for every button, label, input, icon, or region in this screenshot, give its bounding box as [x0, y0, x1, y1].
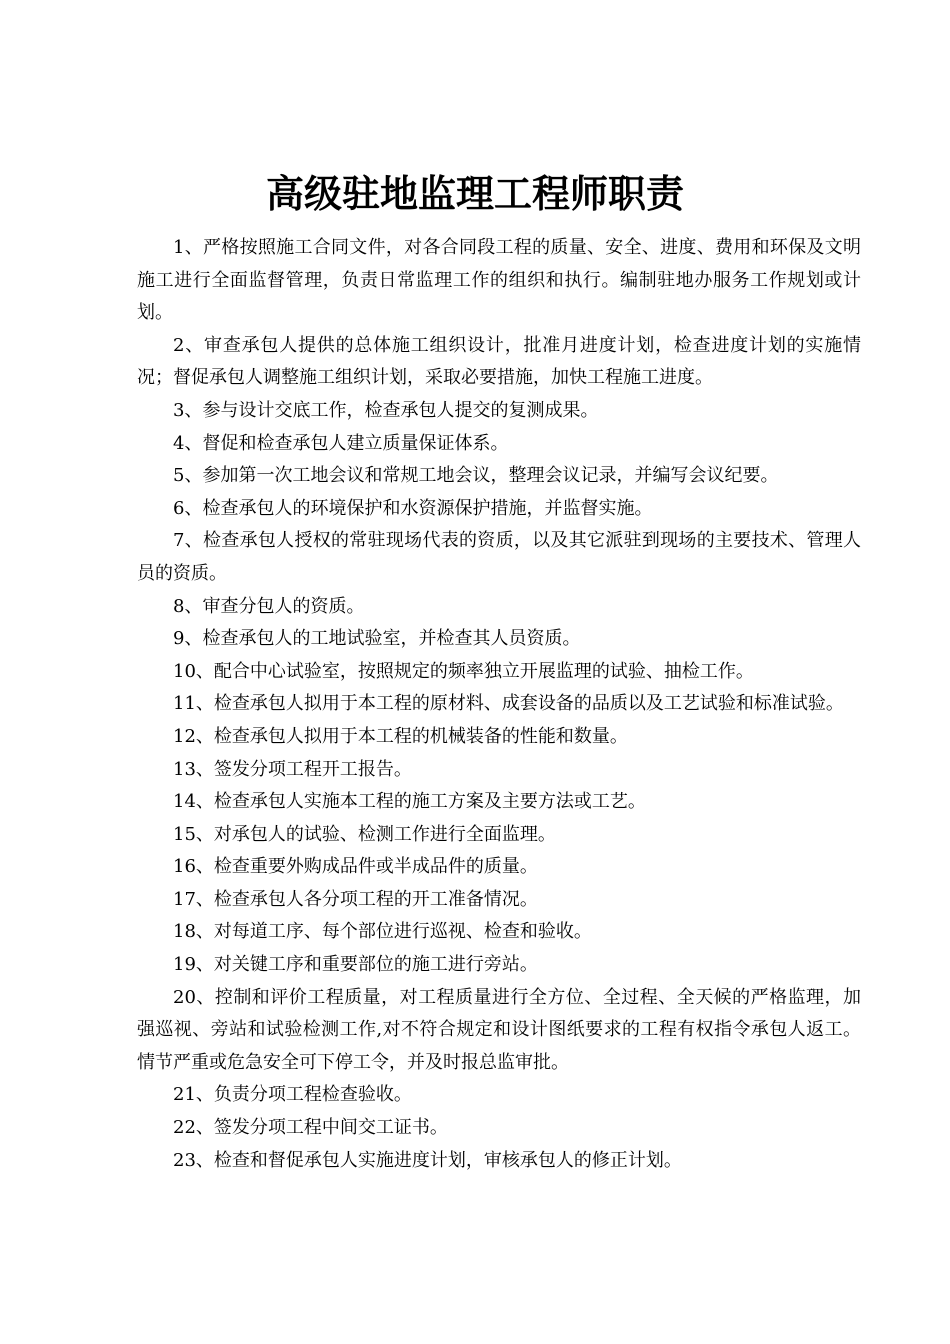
duty-item-15: 15、对承包人的试验、检测工作进行全面监理。	[173, 823, 556, 845]
duty-item-18: 18、对每道工序、每个部位进行巡视、检查和验收。	[173, 921, 592, 943]
duty-item-23: 23、检查和督促承包人实施进度计划，审核承包人的修正计划。	[173, 1149, 682, 1171]
duty-item-19: 19、对关键工序和重要部位的施工进行旁站。	[173, 954, 538, 976]
duty-item-8: 8、审查分包人的资质。	[173, 595, 365, 617]
duty-item-5: 5、参加第一次工地会议和常规工地会议，整理会议记录，并编写会议纪要。	[173, 465, 779, 487]
duty-item-13: 13、签发分项工程开工报告。	[173, 758, 412, 780]
duty-item-14: 14、检查承包人实施本工程的施工方案及主要方法或工艺。	[173, 791, 646, 813]
duty-item-3: 3、参与设计交底工作，检查承包人提交的复测成果。	[173, 399, 599, 421]
duty-item-20: 20、控制和评价工程质量，对工程质量进行全方位、全过程、全天候的严格监理，加强巡视、旁站和试验检测工作,对不符合规定和设计图纸要求的工程有权指令承包人返工。情节严重或危急安全可下停工令，并及时报总监审批。	[137, 986, 861, 1073]
duty-item-12: 12、检查承包人拟用于本工程的机械装备的性能和数量。	[173, 725, 628, 747]
document-body	[137, 232, 861, 1177]
duty-item-6: 6、检查承包人的环境保护和水资源保护措施，并监督实施。	[173, 497, 653, 519]
duty-item-17: 17、检查承包人各分项工程的开工准备情况。	[173, 888, 538, 910]
duty-item-22: 22、签发分项工程中间交工证书。	[173, 1117, 448, 1139]
duty-item-21: 21、负责分项工程检查验收。	[173, 1084, 412, 1106]
duty-item-10: 10、配合中心试验室，按照规定的频率独立开展监理的试验、抽检工作。	[173, 660, 754, 682]
duty-item-2: 2、审查承包人提供的总体施工组织设计，批准月进度计划，检查进度计划的实施情况；督促承包人调整施工组织计划，采取必要措施，加快工程施工进度。	[137, 334, 861, 389]
duty-item-4: 4、督促和检查承包人建立质量保证体系。	[173, 432, 509, 454]
duty-item-7: 7、检查承包人授权的常驻现场代表的资质，以及其它派驻到现场的主要技术、管理人员的资质。	[137, 530, 861, 584]
document-title: 高级驻地监理工程师职责	[265, 171, 684, 216]
duty-item-9: 9、检查承包人的工地试验室，并检查其人员资质。	[173, 628, 581, 650]
duty-item-11: 11、检查承包人拟用于本工程的原材料、成套设备的品质以及工艺试验和标准试验。	[173, 693, 844, 715]
duty-item-16: 16、检查重要外购成品件或半成品件的质量。	[173, 856, 538, 878]
duty-item-1: 1、严格按照施工合同文件，对各合同段工程的质量、安全、进度、费用和环保及文明施工进行全面监督管理，负责日常监理工作的组织和执行。编制驻地办服务工作规划或计划。	[137, 237, 861, 324]
